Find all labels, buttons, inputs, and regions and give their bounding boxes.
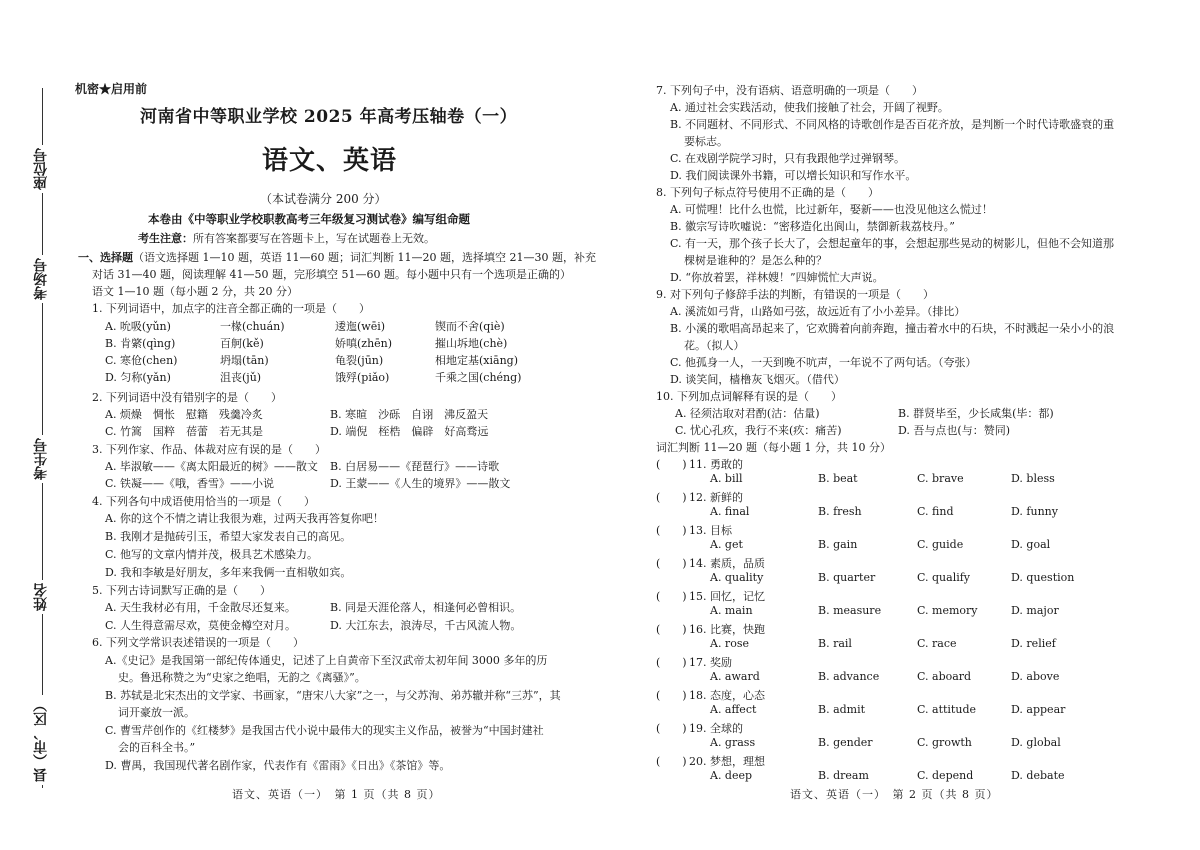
vocab-option: A. final [710,505,750,518]
q8-line-1: A. 可慌哩！比什么也慌，比过新年，娶新——也没见他这么慌过！ [670,203,993,216]
q1-stem: 1. 下列词语中，加点字的注音全都正确的一项是（ ） [92,302,370,315]
q1-row-d-4: 千乘之国(chéng) [435,371,522,384]
vocab-option: A. rose [710,637,749,650]
q8-stem: 8. 下列句子标点符号使用不正确的是（ ） [656,186,879,199]
q10-option-d: D. 吾与点也(与：赞同) [898,424,1011,437]
q7-line-3: 要标志。 [684,135,728,148]
vocab-option: D. relief [1011,637,1056,650]
q6-line-4: 词开豪放一派。 [118,706,195,719]
vocab-option: C. guide [917,538,964,551]
q4-option-a: A. 你的这个不情之请让我很为难，过两天我再答复你吧！ [105,512,384,525]
vocab-option: A. deep [710,769,753,782]
q1-row-a-2: 一椽(chuán) [220,320,285,333]
compiled-by: 本卷由《中等职业学校职教高考三年级复习测试卷》编写组命题 [148,212,470,226]
q9-stem: 9. 对下列句子修辞手法的判断，有错误的一项是（ ） [656,288,934,301]
vocab-option: C. qualify [917,571,971,584]
section-1-desc-2: 对话 31—40 题，阅读理解 41—50 题，完形填空 51—60 题。每小题中只有一个选项是正确的） [92,268,571,281]
exam-room-label: 考场号 [30,255,52,303]
vocab-stem: 18. 态度，心态 [689,689,765,702]
candidate-number-label: 考生号 [30,435,52,483]
vocab-option: D. goal [1011,538,1051,551]
q1-row-d-2: 沮丧(jǔ) [220,371,262,384]
footer-page-2: 语文、英语（一） 第 2 页（共 8 页） [790,788,999,801]
name-label: 姓名 [30,580,52,614]
q10-option-b: B. 群贤毕至，少长咸集(毕：都) [898,407,1054,420]
q5-option-a: A. 天生我材必有用，千金散尽还复来。 [105,601,296,614]
answer-blank[interactable]: ( ) [656,590,687,603]
q9-line-1: A. 溪流如弓背，山路如弓弦，故远近有了小小差异。（排比） [670,305,966,318]
q1-row-c-4: 相地定基(xiāng) [435,354,518,367]
vocab-option: D. bless [1011,472,1055,485]
vocab-stem: 13. 目标 [689,524,732,537]
q9-line-2: B. 小溪的歌唱高昂起来了，它欢腾着向前奔跑，撞击着水中的石块，不时溅起一朵小小的浪 [670,322,1115,335]
q7-line-2: B. 不同题材、不同形式、不同风格的诗歌创作是否百花齐放，是判断一个时代诗歌盛衰的重 [670,118,1115,131]
vocab-stem: 11. 勇敢的 [689,458,743,471]
q6-stem: 6. 下列文学常识表述错误的一项是（ ） [92,636,304,649]
q1-row-c-2: 坍塌(tān) [220,354,269,367]
subject-title: 语文、英语 [262,146,398,176]
vocab-option: D. question [1011,571,1075,584]
q1-row-b-2: 百舸(kě) [220,337,264,350]
q1-row-b-1: B. 肯綮(qìng) [105,337,176,350]
q9-line-3: 花。（拟人） [684,339,745,352]
vocab-option: B. advance [818,670,880,683]
q5-option-b: B. 同是天涯伦落人，相逢何必曾相识。 [330,601,522,614]
vocab-option: B. beat [818,472,858,485]
vocab-option: B. gain [818,538,858,551]
county-label: 县（市、区） [30,695,52,785]
vocab-option: B. fresh [818,505,862,518]
confidential-mark: 机密★启用前 [75,82,148,96]
q1-row-c-3: 龟裂(jūn) [335,354,384,367]
vocab-section-title: 词汇判断 11—20 题（每小题 1 分，共 10 分） [656,441,891,454]
q5-stem: 5. 下列古诗词默写正确的是（ ） [92,584,271,597]
q1-row-b-3: 娇嗔(zhēn) [335,337,393,350]
vocab-option: A. get [710,538,743,551]
q7-line-1: A. 通过社会实践活动，使我们接触了社会，开阔了视野。 [670,101,949,114]
q1-row-d-3: 饿殍(piǎo) [335,371,390,384]
vocab-stem: 14. 素质，品质 [689,557,765,570]
vocab-option: C. find [917,505,954,518]
q2-stem: 2. 下列词语中没有错别字的是（ ） [92,391,282,404]
answer-blank[interactable]: ( ) [656,491,687,504]
q2-option-b: B. 寒暄 沙砾 自诩 沸反盈天 [330,408,489,421]
q10-stem: 10. 下列加点词解释有误的是（ ） [656,390,842,403]
answer-blank[interactable]: ( ) [656,722,687,735]
q4-option-b: B. 我刚才是抛砖引玉，希望大家发表自己的高见。 [105,530,352,543]
vocab-option: D. above [1011,670,1060,683]
vocab-option: A. main [710,604,753,617]
q6-line-6: 会的百科全书。” [118,741,196,754]
q5-option-c: C. 人生得意需尽欢，莫使金樽空对月。 [105,619,297,632]
q3-option-a: A. 毕淑敏——《离太阳最近的树》——散文 [105,460,318,473]
q3-option-c: C. 铁凝——《哦，香雪》——小说 [105,477,275,490]
vocab-option: C. race [917,637,957,650]
q6-line-2: 史。鲁迅称赞之为“史家之绝唱，无韵之《离骚》”。 [118,671,366,684]
vocab-option: B. gender [818,736,873,749]
vocab-stem: 15. 回忆，记忆 [689,590,765,603]
q1-row-b-4: 摧山坼地(chè) [435,337,508,350]
vocab-option: D. funny [1011,505,1058,518]
q3-option-b: B. 白居易——《琵琶行》——诗歌 [330,460,500,473]
q3-option-d: D. 王蒙——《人生的境界》——散文 [330,477,511,490]
vocab-option: A. grass [710,736,756,749]
answer-blank[interactable]: ( ) [656,755,687,768]
q10-option-c: C. 忧心孔疚，我行不来(疚：痛苦) [675,424,842,437]
vocab-option: D. global [1011,736,1061,749]
footer-page-1: 语文、英语（一） 第 1 页（共 8 页） [232,788,441,801]
vocab-stem: 16. 比赛，快跑 [689,623,765,636]
answer-blank[interactable]: ( ) [656,458,687,471]
vocab-stem: 17. 奖励 [689,656,732,669]
vocab-option: A. award [710,670,760,683]
vocab-option: B. measure [818,604,882,617]
vocab-option: C. memory [917,604,978,617]
q8-line-5: D. “你放着罢，祥林嫂！”四婶慌忙大声说。 [670,271,884,284]
q8-line-4: 棵树是谁种的？是怎么种的？ [684,254,827,267]
q2-option-d: D. 端倪 桎梏 偏辟 好高骛远 [330,425,489,438]
candidate-notice: 考生注意：所有答案都要写在答题卡上，写在试题卷上无效。 [138,232,435,245]
q9-line-4: C. 他孤身一人，一天到晚不吭声，一年说不了两句话。（夸张） [670,356,977,369]
q4-option-d: D. 我和李敏是好朋友，多年来我俩一直相敬如宾。 [105,566,352,579]
answer-blank[interactable]: ( ) [656,689,687,702]
q8-line-3: C. 有一天，那个孩子长大了，会想起童年的事，会想起那些晃动的树影儿，但他不会知道那 [670,237,1115,250]
vocab-option: B. rail [818,637,852,650]
vocab-option: C. aboard [917,670,972,683]
vocab-stem: 12. 新鲜的 [689,491,743,504]
answer-blank[interactable]: ( ) [656,524,687,537]
vocab-option: D. appear [1011,703,1066,716]
vocab-option: C. attitude [917,703,976,716]
vocab-stem: 19. 全球的 [689,722,743,735]
vocab-option: B. quarter [818,571,876,584]
vocab-option: B. admit [818,703,866,716]
q5-option-d: D. 大江东去，浪涛尽，千古风流人物。 [330,619,522,632]
q7-stem: 7. 下列句子中，没有语病、语意明确的一项是（ ） [656,84,923,97]
full-score: （本试卷满分 200 分） [260,192,387,206]
q3-stem: 3. 下列作家、作品、体裁对应有误的是（ ） [92,443,326,456]
vocab-option: D. debate [1011,769,1065,782]
answer-blank[interactable]: ( ) [656,656,687,669]
q8-line-2: B. 徽宗写诗吹嘘说：“密移造化出阆山，禁御新栽荔枝丹。” [670,220,955,233]
section-1-desc: 一、选择题（语文选择题 1—10 题，英语 11—60 题；词汇判断 11—20 题，选择填空 21—30 题，补充 [78,251,596,264]
vocab-option: B. dream [818,769,869,782]
q7-line-5: D. 我们阅读课外书籍，可以增长知识和写作水平。 [670,169,917,182]
q1-row-a-1: A. 吮吸(yǔn) [105,320,171,333]
answer-blank[interactable]: ( ) [656,623,687,636]
q9-line-5: D. 谈笑间，樯橹灰飞烟灭。（借代） [670,373,845,386]
q7-line-4: C. 在戏剧学院学习时，只有我跟他学过弹钢琴。 [670,152,906,165]
right-page [620,0,1200,850]
chinese-subsection: 语文 1—10 题（每小题 2 分，共 20 分） [92,285,298,298]
q4-option-c: C. 他写的文章内情并茂，极具艺术感染力。 [105,548,319,561]
q6-line-7: D. 曹禺，我国现代著名剧作家，代表作有《雷雨》《日出》《茶馆》等。 [105,759,451,772]
vocab-option: A. bill [710,472,743,485]
q2-option-a: A. 烦燥 惆怅 慰籍 残羹冷炙 [105,408,263,421]
q10-option-a: A. 径须沽取对君酌(沽：估量) [675,407,820,420]
q1-row-a-4: 锲而不舍(qiè) [435,320,505,333]
vocab-option: C. brave [917,472,964,485]
q4-stem: 4. 下列各句中成语使用恰当的一项是（ ） [92,495,315,508]
q6-line-3: B. 苏轼是北宋杰出的文学家、书画家，“唐宋八大家”之一，与父苏洵、弟苏辙并称“三苏”，其 [105,689,561,702]
q1-row-a-3: 逶迤(wēi) [335,320,386,333]
q6-line-5: C. 曹雪芹创作的《红楼梦》是我国古代小说中最伟大的现实主义作品，被誉为“中国封建社 [105,724,544,737]
seat-number-label: 座位号 [30,145,52,193]
vocab-option: C. growth [917,736,972,749]
vocab-option: C. depend [917,769,974,782]
q6-line-1: A.《史记》是我国第一部纪传体通史，记述了上自黄帝下至汉武帝太初年间 3000 多年的历 [105,654,548,667]
exam-title: 河南省中等职业学校 2025 年高考压轴卷（一） [140,107,518,127]
vocab-option: A. affect [710,703,757,716]
q1-row-d-1: D. 匀称(yǎn) [105,371,171,384]
vocab-stem: 20. 梦想，理想 [689,755,765,768]
answer-blank[interactable]: ( ) [656,557,687,570]
q2-option-c: C. 竹篙 国粹 蓓蕾 若无其是 [105,425,264,438]
vocab-option: D. major [1011,604,1059,617]
q1-row-c-1: C. 寒伧(chen) [105,354,178,367]
vocab-option: A. quality [710,571,764,584]
